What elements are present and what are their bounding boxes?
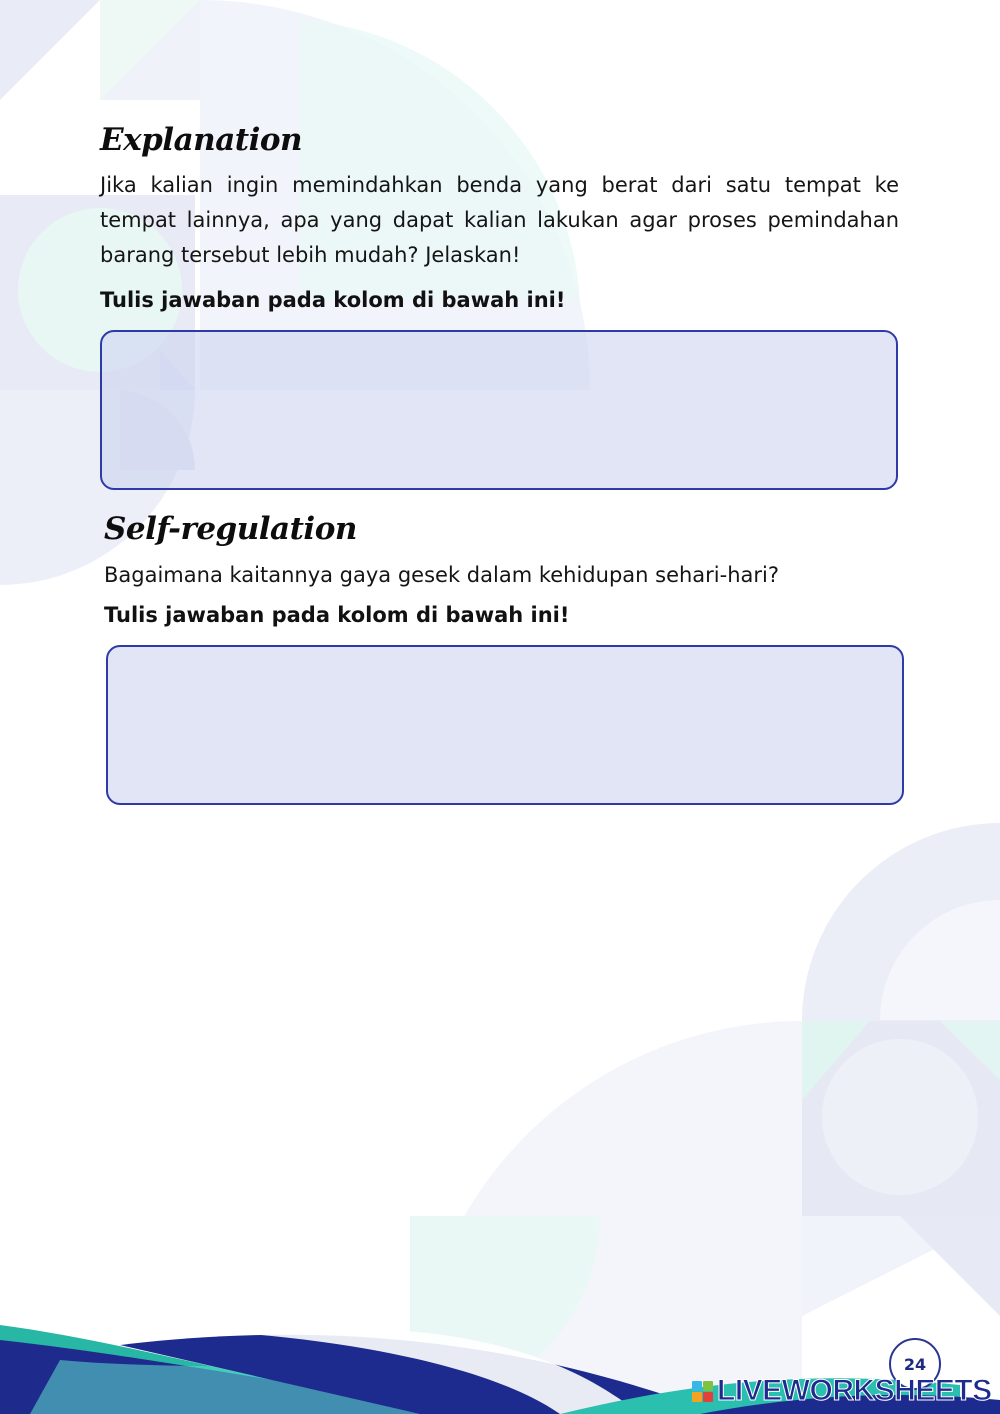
explanation-answer-box[interactable] bbox=[100, 330, 898, 490]
explanation-instruction: Tulis jawaban pada kolom di bawah ini! bbox=[100, 288, 566, 312]
liveworksheets-watermark bbox=[692, 1374, 992, 1408]
liveworksheets-logo-icon bbox=[692, 1381, 713, 1402]
page-number: 24 bbox=[889, 1338, 941, 1390]
explanation-question: Jika kalian ingin memindahkan benda yang berat dari satu tempat ke tempat lainnya, apa yang dapat kalian lakukan agar proses pemindahan barang tersebut lebih mudah? Jelaskan! bbox=[100, 173, 899, 267]
brand-name: LIVEWORKSHEETS bbox=[717, 1374, 992, 1407]
self-regulation-heading: Self-regulation bbox=[104, 511, 357, 547]
self-regulation-instruction: Tulis jawaban pada kolom di bawah ini! bbox=[104, 603, 570, 627]
self-regulation-answer-box[interactable] bbox=[106, 645, 904, 805]
explanation-heading: Explanation bbox=[100, 122, 303, 158]
self-regulation-question: Bagaimana kaitannya gaya gesek dalam kehidupan sehari-hari? bbox=[104, 563, 780, 587]
